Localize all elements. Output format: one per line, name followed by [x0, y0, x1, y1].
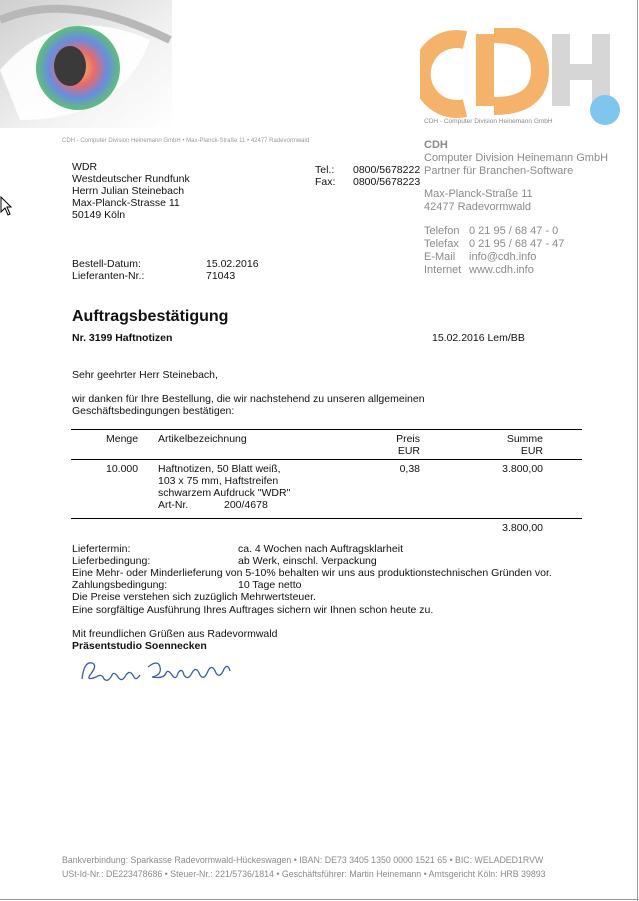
row-desc-line-1: Haftnotizen, 50 Blatt weiß, — [158, 463, 281, 475]
tolerance-note: Eine Mehr- oder Minderlieferung von 5-10% behalten wir uns aus produktionstechnischen Gründen vor. — [72, 567, 552, 579]
fax-label: Fax: — [315, 176, 336, 188]
eye-image — [0, 0, 172, 128]
closing-note: Eine sorgfältige Ausführung Ihres Auftrages sichern wir Ihnen schon heute zu. — [72, 604, 434, 616]
col-header-sum-unit: EUR — [520, 445, 543, 457]
company-tagline: Partner für Branchen-Software — [424, 165, 574, 177]
document-number: Nr. 3199 Haftnotizen — [72, 332, 173, 344]
company-name: Computer Division Heinemann GmbH — [424, 152, 609, 164]
intro-line-2: Geschäftsbedingungen bestätigen: — [72, 405, 235, 417]
cdh-logo-graphic — [420, 28, 630, 128]
intro-line-1: wir danken für Ihre Bestellung, die wir nachstehend zu unseren allgemeinen — [72, 393, 425, 405]
document-title: Auftragsbestätigung — [72, 308, 229, 325]
sender-line: CDH - Computer Division Heinemann GmbH • Max-Planck-Straße 11 • 42477 Radevormwald — [62, 138, 310, 144]
col-header-price-unit: EUR — [397, 445, 420, 457]
table-top-rule — [71, 429, 582, 430]
company-short: CDH — [424, 139, 448, 151]
contact-web-label: Internet — [424, 264, 462, 276]
supplier-number-label: Lieferanten-Nr.: — [72, 270, 145, 282]
studio-name: Präsentstudio Soennecken — [72, 640, 207, 652]
contact-phone-label: Telefon — [424, 225, 460, 237]
delivery-label: Liefertermin: — [72, 543, 131, 555]
signature — [78, 653, 238, 694]
recipient-line-2: Westdeutscher Rundfunk — [72, 173, 190, 185]
recipient-line-1: WDR — [72, 161, 98, 173]
col-header-price: Preis — [396, 433, 420, 445]
row-qty: 10.000 — [106, 463, 139, 475]
fax-value: 0800/5678223 — [353, 176, 421, 188]
tel-label: Tel.: — [315, 164, 335, 176]
recipient-line-3: Herrn Julian Steinebach — [72, 185, 185, 197]
logo-caption: CDH - Computer Division Heinemann GmbH — [424, 118, 553, 125]
footer-legal-line: USt-Id-Nr.: DE223478686 • Steuer-Nr.: 221/5736/1814 • Geschäftsführer: Martin Heinemann • Amtsgericht Köln: HRB 39893 — [62, 869, 546, 879]
contact-email-value[interactable]: info@cdh.info — [469, 251, 537, 263]
condition-value: ab Werk, einschl. Verpackung — [238, 555, 377, 567]
table-header-rule — [71, 459, 582, 460]
condition-label: Lieferbedingung: — [72, 555, 151, 567]
company-street: Max-Planck-Straße 11 — [424, 188, 533, 200]
row-price: 0,38 — [399, 463, 420, 475]
contact-web-value[interactable]: www.cdh.info — [469, 264, 534, 276]
contact-email-label: E-Mail — [424, 251, 456, 263]
contact-fax-label: Telefax — [424, 238, 459, 250]
cdh-logo — [420, 28, 630, 128]
contact-phone-value: 0 21 95 / 68 47 - 0 — [469, 225, 559, 237]
recipient-line-4: Max-Planck-Strasse 11 — [72, 197, 180, 209]
salutation: Sehr geehrter Herr Steinebach, — [72, 369, 218, 381]
row-desc-line-3: schwarzem Aufdruck "WDR" — [158, 487, 291, 499]
row-art-number: 200/4678 — [224, 499, 268, 511]
order-date-label: Bestell-Datum: — [72, 258, 141, 270]
page-border-right — [637, 0, 638, 901]
row-desc-line-2: 103 x 75 mm, Haftstreifen — [158, 475, 279, 487]
vat-note: Die Preise verstehen sich zuzüglich Mehrwertsteuer. — [72, 591, 316, 603]
order-date-value: 15.02.2016 — [206, 258, 259, 270]
delivery-value: ca. 4 Wochen nach Auftragsklarheit — [238, 543, 403, 555]
payment-value: 10 Tage netto — [238, 579, 302, 591]
document-reference: 15.02.2016 Lem/BB — [432, 332, 525, 344]
payment-label: Zahlungsbedingung: — [72, 579, 168, 591]
contact-fax-value: 0 21 95 / 68 47 - 47 — [469, 238, 565, 250]
recipient-line-5: 50149 Köln — [72, 209, 126, 221]
greeting: Mit freundlichen Grüßen aus Radevormwald — [72, 628, 278, 640]
company-city: 42477 Radevormwald — [424, 201, 532, 213]
footer-bank-line: Bankverbindung: Sparkasse Radevormwald-Hückeswagen • IBAN: DE73 3405 1350 0000 1521 65 • BIC: WELADED1RVW — [62, 855, 544, 865]
row-sum: 3.800,00 — [502, 463, 543, 475]
table-total: 3.800,00 — [502, 522, 543, 534]
mouse-cursor-icon — [0, 196, 12, 221]
page-border-bottom — [0, 899, 639, 900]
tel-value: 0800/5678222 — [353, 164, 421, 176]
col-header-desc: Artikelbezeichnung — [158, 433, 247, 445]
col-header-sum: Summe — [506, 433, 543, 445]
supplier-number-value: 71043 — [206, 270, 236, 282]
row-art-label: Art-Nr. — [158, 499, 189, 511]
table-bottom-rule — [71, 518, 582, 519]
col-header-qty: Menge — [106, 433, 139, 445]
